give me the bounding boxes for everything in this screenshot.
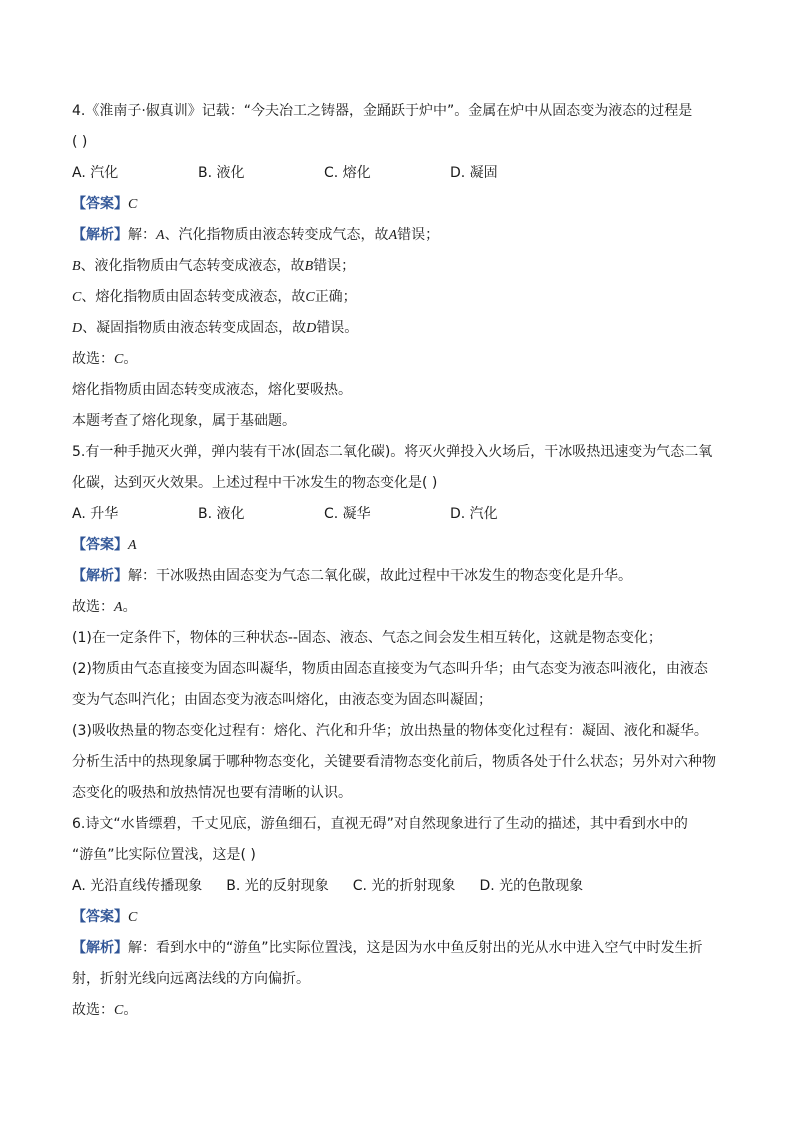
analysis-text: 解：干冰吸热由固态变为气态二氧化碳，故此过程中干冰发生的物态变化是升华。 xyxy=(128,568,632,584)
q4-analysis-line xyxy=(72,251,722,282)
q4-stem-line2: ( ) xyxy=(72,134,88,150)
analysis-text: 、凝固指物质由液态转变成固态，故 xyxy=(82,320,307,336)
q5-options xyxy=(72,499,722,530)
analysis-text: 、汽化指物质由液态转变成气态，故 xyxy=(164,227,389,243)
analysis-text: 解： xyxy=(128,227,156,243)
q5-option-c: C. 凝华 xyxy=(324,506,371,522)
analysis-text: 错误； xyxy=(313,258,356,274)
choose-prefix: 故选： xyxy=(72,1002,114,1018)
q5-analysis-line xyxy=(72,561,722,592)
choose-letter: A xyxy=(114,600,123,615)
q6-choose xyxy=(72,995,722,1026)
analysis-text: 、液化指物质由气态转变成液态，故 xyxy=(80,258,305,274)
answer-tag: 【答案】 xyxy=(72,537,128,553)
q6-option-a: A. 光沿直线传播现象 xyxy=(72,878,203,894)
document-page xyxy=(72,96,722,1026)
analysis-text: 错误； xyxy=(397,227,440,243)
q4-option-a: A. 汽化 xyxy=(72,165,119,181)
q5-note: (1)在一定条件下，物体的三种状态--固态、液态、气态之间会发生相互转化，这就是物态变化； xyxy=(72,630,662,646)
q6-analysis-line xyxy=(72,933,722,964)
choose-suffix: 。 xyxy=(123,351,138,367)
q5-choose xyxy=(72,592,722,623)
answer-letter: A xyxy=(128,538,137,553)
analysis-letter: C xyxy=(305,290,315,305)
choose-letter: C xyxy=(114,352,124,367)
q5-note: 态变化的吸热和放热情况也要有清晰的认识。 xyxy=(72,785,352,801)
q4-option-b: B. 液化 xyxy=(198,165,245,181)
choose-prefix: 故选： xyxy=(72,599,114,615)
answer-letter: C xyxy=(128,910,138,925)
q5-note: 分析生活中的热现象属于哪种物态变化，关键要看清物态变化前后，物质各处于什么状态；另外对六种物 xyxy=(72,754,716,770)
q6-option-c: C. 光的折射现象 xyxy=(352,878,456,894)
analysis-text: 正确； xyxy=(314,289,357,305)
analysis-letter: A xyxy=(156,228,165,243)
choose-letter: C xyxy=(114,1003,124,1018)
q4-analysis-line xyxy=(72,220,722,251)
q6-analysis-line: 射，折射光线向远离法线的方向偏折。 xyxy=(72,971,310,987)
q5-note: (2)物质由气态直接变为固态叫凝华，物质由固态直接变为气态叫升华；由气态变为液态叫液化，由液态 xyxy=(72,661,708,677)
analysis-letter: B xyxy=(72,259,81,274)
q4-note: 本题考查了熔化现象，属于基础题。 xyxy=(72,413,296,429)
choose-prefix: 故选： xyxy=(72,351,114,367)
analysis-letter: D xyxy=(306,321,317,336)
analysis-letter: C xyxy=(72,290,82,305)
analysis-text: 错误。 xyxy=(316,320,359,336)
q6-option-d: D. 光的色散现象 xyxy=(479,878,584,894)
q5-option-a: A. 升华 xyxy=(72,506,119,522)
q4-analysis-line xyxy=(72,282,722,313)
choose-suffix: 。 xyxy=(123,1002,138,1018)
analysis-tag: 【解析】 xyxy=(72,940,128,956)
q6-option-b: B. 光的反射现象 xyxy=(226,878,329,894)
analysis-tag: 【解析】 xyxy=(72,227,128,243)
q4-answer xyxy=(72,189,722,220)
q5-option-d: D. 汽化 xyxy=(450,506,498,522)
q4-choose xyxy=(72,344,722,375)
q6-options xyxy=(72,871,722,902)
answer-letter: C xyxy=(128,197,138,212)
answer-tag: 【答案】 xyxy=(72,196,128,212)
analysis-text: 、熔化指物质由固态转变成液态，故 xyxy=(81,289,306,305)
q4-options xyxy=(72,158,722,189)
q4-option-c: C. 熔化 xyxy=(324,165,371,181)
analysis-tag: 【解析】 xyxy=(72,568,128,584)
analysis-text: 解：看到水中的“游鱼”比实际位置浅，这是因为水中鱼反射出的光从水中进入空气中时发生折 xyxy=(128,940,703,956)
q4-option-d: D. 凝固 xyxy=(450,165,498,181)
q5-note: 变为气态叫汽化；由固态变为液态叫熔化，由液态变为固态叫凝固； xyxy=(72,692,492,708)
analysis-letter: A xyxy=(388,228,398,243)
q5-stem-line1: 5.有一种手抛灭火弹，弹内装有干冰(固态二氧化碳)。将灭火弹投入火场后，干冰吸热迅速变为气态二氧 xyxy=(72,444,713,460)
q5-answer xyxy=(72,530,722,561)
q4-stem-line1: 4.《淮南子·俶真训》记载：“今夫冶工之铸器，金踊跃于炉中”。金属在炉中从固态变为液态的过程是 xyxy=(72,103,693,119)
q6-stem-line2: “游鱼”比实际位置浅，这是( ) xyxy=(72,847,256,863)
answer-tag: 【答案】 xyxy=(72,909,128,925)
q5-stem-line2: 化碳，达到灭火效果。上述过程中干冰发生的物态变化是( ) xyxy=(72,475,438,491)
q6-stem-line1: 6.诗文“水皆缥碧，千丈见底，游鱼细石，直视无碍”对自然现象进行了生动的描述，其中看到水中的 xyxy=(72,816,688,832)
q4-analysis-line xyxy=(72,313,722,344)
analysis-letter: D xyxy=(72,321,83,336)
q5-note: (3)吸收热量的物态变化过程有：熔化、汽化和升华；放出热量的物体变化过程有：凝固、液化和凝华。 xyxy=(72,723,708,739)
q5-option-b: B. 液化 xyxy=(198,506,245,522)
q4-note: 熔化指物质由固态转变成液态，熔化要吸热。 xyxy=(72,382,352,398)
analysis-letter: B xyxy=(304,259,314,274)
choose-suffix: 。 xyxy=(122,599,137,615)
q6-answer xyxy=(72,902,722,933)
